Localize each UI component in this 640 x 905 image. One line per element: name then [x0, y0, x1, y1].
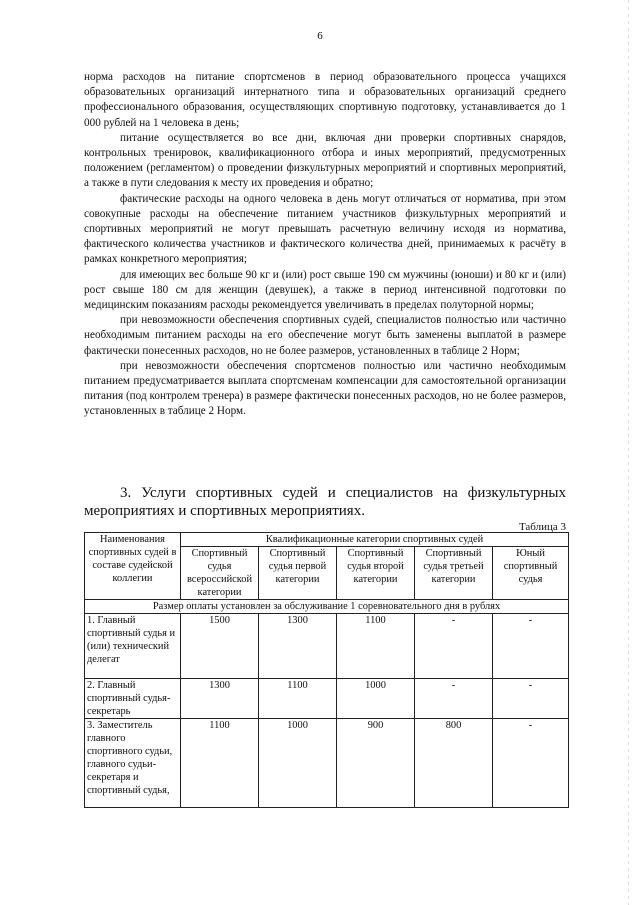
- header-category: Спортивный судья второй категории: [337, 547, 415, 600]
- paragraph: при невозможности обеспечения спортивных судей, специалистов полностью или частично необходимым питанием расходы на его обеспечение могут быть заменены выплатой в размере фактически понесенных расходов, но не более размеров, установленных в таблице 2 Норм;: [84, 314, 566, 357]
- page-number: 6: [317, 30, 323, 42]
- table-subheader-row: [85, 600, 569, 614]
- rate-cell: 800: [415, 719, 493, 808]
- table-row: [85, 614, 569, 679]
- row-judge-name: 1. Главный спортивный судья и (или) технический делегат: [85, 614, 181, 679]
- row-judge-name: 2. Главный спортивный судья-секретарь: [85, 679, 181, 719]
- header-category: Спортивный судья всероссийской категории: [181, 547, 259, 600]
- body-text: [84, 70, 566, 420]
- paragraph: при невозможности обеспечения спортсменов полностью или частично необходимым питанием предусматривается выплата спортсменам компенсации для самостоятельной организации питания (под контролем тренера) в размере фактически понесенных расходов, но не более размеров, установленных в таблице 2 Норм.: [84, 359, 566, 418]
- table-header-row: [85, 533, 569, 547]
- rate-cell: 1500: [181, 614, 259, 679]
- rate-cell: 1100: [337, 614, 415, 679]
- table-caption: Таблица 3: [518, 521, 566, 533]
- rate-cell: -: [415, 679, 493, 719]
- header-category: Спортивный судья первой категории: [259, 547, 337, 600]
- paragraph: питание осуществляется во все дни, включая дни проверки спортивных снарядов, контрольных тренировок, квалификационного отбора и иных мероприятий, предусмотренных положением (регламентом) о проведении физкультурных мероприятий и спортивных мероприятий, а также в пути следования к месту их проведения и обратно;: [84, 131, 566, 190]
- rate-cell: 1000: [259, 719, 337, 808]
- rate-cell: 1100: [181, 719, 259, 808]
- paragraph: норма расходов на питание спортсменов в период образовательного процесса учащихся образовательных организаций интернатного типа и образовательных организаций среднего профессионального образования, осуществляющих спортивную подготовку, устанавливается до 1 000 рублей на 1 человека в день;: [84, 71, 566, 129]
- rate-cell: -: [415, 614, 493, 679]
- table-row: [85, 719, 569, 808]
- table-row: [85, 679, 569, 719]
- payment-basis-note: Размер оплаты установлен за обслуживание 1 соревновательного дня в рублях: [85, 600, 569, 614]
- row-judge-name: 3. Заместитель главного спортивного судьи, главного судьи-секретаря и спортивный судья,: [85, 719, 181, 808]
- header-qualification-group: Квалификационные категории спортивных судей: [181, 533, 569, 547]
- rate-cell: -: [493, 614, 569, 679]
- header-judge-names: Наименования спортивных судей в составе судейской коллегии: [85, 533, 181, 600]
- header-category: Спортивный судья третьей категории: [415, 547, 493, 600]
- rates-table: [84, 532, 569, 808]
- rate-cell: 1000: [337, 679, 415, 719]
- rate-cell: -: [493, 719, 569, 808]
- rate-cell: -: [493, 679, 569, 719]
- rate-cell: 900: [337, 719, 415, 808]
- rate-cell: 1300: [181, 679, 259, 719]
- scan-edge-line: [628, 0, 629, 905]
- paragraph: для имеющих вес больше 90 кг и (или) рост свыше 190 см мужчины (юноши) и 80 кг и (или) рост свыше 180 см для женщин (девушек), а также в период интенсивной подготовки по медицинским показаниям расходы рекомендуется увеличивать в пределах полуторной нормы;: [84, 268, 566, 312]
- header-category: Юный спортивный судья: [493, 547, 569, 600]
- rate-cell: 1300: [259, 614, 337, 679]
- rate-cell: 1100: [259, 679, 337, 719]
- section-heading: 3. Услуги спортивных судей и специалистов на физкультурных мероприятиях и спортивных мероприятиях.: [84, 485, 566, 519]
- paragraph: фактические расходы на одного человека в день могут отличаться от норматива, при этом совокупные расходы на обеспечение питанием участников физкультурных мероприятий и спортивных мероприятий не могут превышать расчетную величину исходя из норматива, фактического количества участников и фактического количества дней, принимаемых к расчёту в рамках конкретного мероприятия;: [84, 192, 566, 266]
